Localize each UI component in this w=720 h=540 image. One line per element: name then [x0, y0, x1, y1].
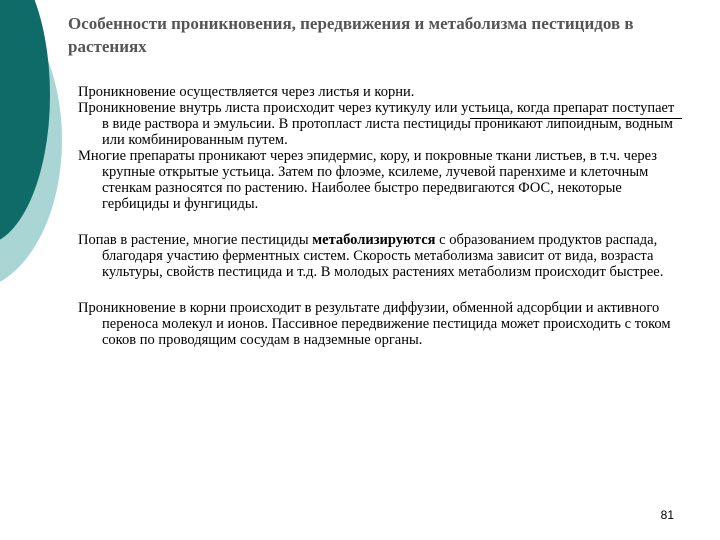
- paragraph-4-start: Попав в растение, многие пестициды: [78, 232, 313, 248]
- paragraph-1: Проникновение осуществляется через листья и корни.: [78, 84, 415, 100]
- paragraph-4: [78, 232, 680, 280]
- teal-circles-decoration: [0, 0, 70, 300]
- bold-term: метаболизируются: [312, 232, 436, 248]
- horizontal-rule: [470, 118, 682, 119]
- page-number: 81: [660, 508, 674, 522]
- paragraph-2: Проникновение внутрь листа происходит через кутикулу или устьица, когда препарат поступает в виде раствора и эмульсии. В протопласт листа пестициды проникают липоидным, водным или комбинированным путем.: [78, 100, 675, 148]
- slide-body: [78, 84, 680, 348]
- paragraph-4-end: с образованием продуктов распада, благодаря участию ферментных систем. Скорость метаболизма зависит от вида, возраста культуры, свойств пестицида и т.д. В молодых растениях метаболизм происходит быстрее.: [102, 232, 664, 280]
- paragraph-3: Многие препараты проникают через эпидермис, кору, и покровные ткани листьев, в т.ч. через крупные открытые устьица. Затем по флоэме, ксилеме, лучевой паренхиме и клеточным стенкам разносятся по растению. Наиболее быстро передвигаются ФОС, некоторые гербициды и фунгициды.: [78, 148, 657, 212]
- corner-decoration: [0, 0, 70, 300]
- spacer: [78, 212, 680, 232]
- paragraph-5: Проникновение в корни происходит в результате диффузии, обменной адсорбции и активного переноса молекул и ионов. Пассивное передвижение пестицида может происходить с током соков по проводящим сосудам в надземные органы.: [78, 300, 671, 348]
- slide-title: Особенности проникновения, передвижения и метаболизма пестицидов в растениях: [68, 14, 634, 56]
- spacer: [78, 280, 680, 300]
